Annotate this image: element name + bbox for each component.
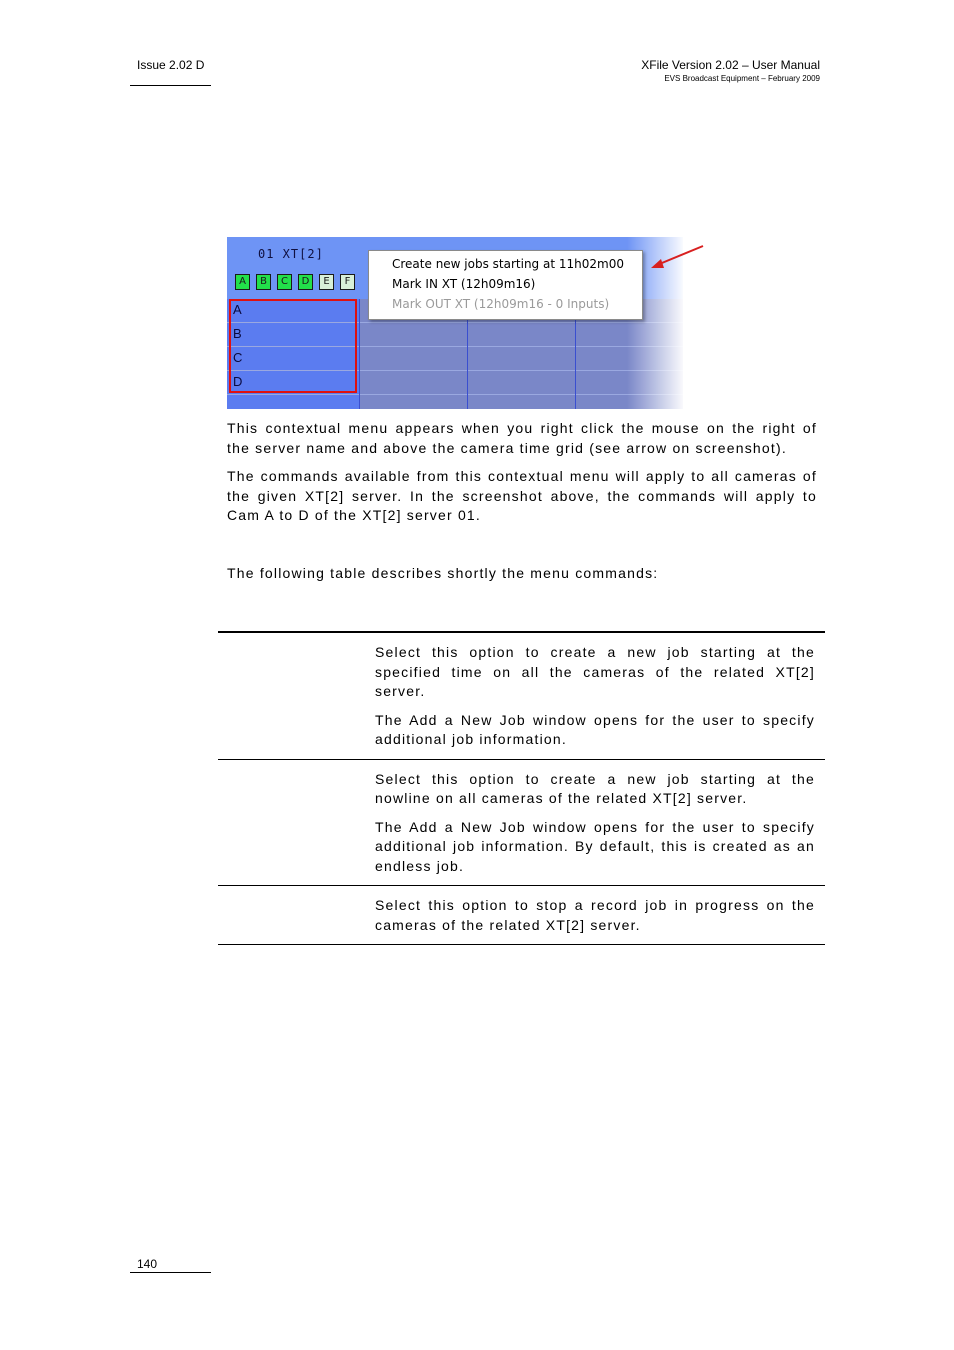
server-title: 01 XT[2] [258, 247, 324, 261]
document-title: XFile Version 2.02 – User Manual [641, 58, 820, 72]
table-description-text: Select this option to create a new job starting at the nowline on all cameras of the related XT[2] server. [375, 770, 815, 806]
pointer-arrow-icon [645, 243, 705, 273]
camera-button-c: C [277, 274, 292, 290]
table-description-cell [375, 886, 815, 944]
context-menu [368, 250, 643, 320]
camera-button-b: B [256, 274, 271, 290]
camera-button-d: D [298, 274, 313, 290]
issue-label: Issue 2.02 D [137, 58, 205, 72]
menu-item-create-new-jobs[interactable]: Create new jobs starting at 11h02m00 [392, 257, 624, 271]
camera-button-f: F [340, 274, 355, 290]
camera-row-label: C [233, 350, 243, 365]
camera-row-label: B [233, 326, 242, 341]
table-row [218, 760, 825, 887]
grid-line [359, 299, 360, 409]
camera-button-e: E [319, 274, 334, 290]
document-subtitle: EVS Broadcast Equipment – February 2009 [664, 74, 820, 83]
table-description-cell [375, 633, 815, 759]
page-number: 140 [137, 1257, 158, 1271]
table-description-text: The Add a New Job window opens for the user to specify additional job information. [375, 711, 815, 747]
table-row [218, 886, 825, 945]
commands-table [218, 631, 825, 945]
camera-buttons [235, 274, 355, 290]
camera-button-a: A [235, 274, 250, 290]
paragraph-context-menu-appears: This contextual menu appears when you right click the mouse on the right of the server name and above the camera time grid (see arrow on screenshot). [227, 420, 817, 456]
menu-item-mark-out: Mark OUT XT (12h09m16 - 0 Inputs) [392, 297, 610, 311]
table-row [218, 633, 825, 760]
table-description-cell [375, 760, 815, 886]
header-rule [130, 85, 211, 86]
paragraph-table-intro: The following table describes shortly the menu commands: [227, 565, 659, 581]
table-description-text: The Add a New Job window opens for the user to specify additional job information. By default, this is created as an endless job. [375, 818, 815, 874]
context-menu-screenshot [227, 237, 705, 409]
menu-item-mark-in[interactable]: Mark IN XT (12h09m16) [392, 277, 536, 291]
table-description-text: Select this option to create a new job starting at the specified time on all the cameras of the related XT[2] server. [375, 644, 815, 699]
footer-rule [130, 1272, 211, 1273]
camera-row-label: D [233, 374, 243, 389]
camera-row-label: A [233, 302, 242, 317]
table-description-text: Select this option to stop a record job in progress on the cameras of the related XT[2] server. [375, 897, 815, 933]
paragraph-commands-apply: The commands available from this contextual menu will apply to all cameras of the given XT[2] server. In the screenshot above, the commands will apply to Cam A to D of the XT[2] server 01. [227, 468, 817, 523]
highlight-box [229, 299, 357, 393]
